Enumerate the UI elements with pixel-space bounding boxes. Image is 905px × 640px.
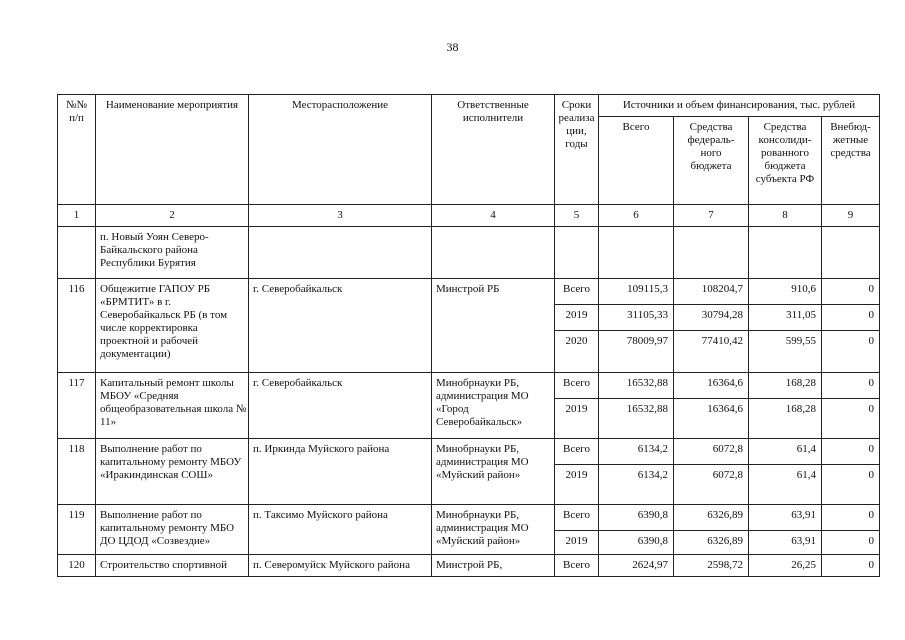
row-extra: 0 <box>822 305 880 331</box>
row-total: 16532,88 <box>599 373 674 399</box>
row-period: Всего <box>555 555 599 577</box>
row-regional: 26,25 <box>749 555 822 577</box>
row-location: п. Иркинда Муйского района <box>249 439 432 505</box>
row-name: Выполнение работ по капитальному ремонту МБОУ «Иракиндинская СОШ» <box>96 439 249 505</box>
row-total: 6134,2 <box>599 439 674 465</box>
row-regional: 599,55 <box>749 331 822 373</box>
header-regional: Средства консолиди- рованного бюджета субъекта РФ <box>749 117 822 205</box>
row-name: Строительство спортивной <box>96 555 249 577</box>
row-federal: 6072,8 <box>674 439 749 465</box>
table-body <box>58 227 880 577</box>
row-extra: 0 <box>822 279 880 305</box>
row-regional: 61,4 <box>749 439 822 465</box>
header-location: Месторасположение <box>249 95 432 205</box>
row-regional: 63,91 <box>749 531 822 555</box>
row-total: 78009,97 <box>599 331 674 373</box>
table-row <box>58 279 880 305</box>
row-responsible: Минстрой РБ <box>432 279 555 373</box>
row-responsible: Минобрнауки РБ, администрация МО «Город Северобайкальск» <box>432 373 555 439</box>
header-terms: Сроки реализа ции, годы <box>555 95 599 205</box>
col-number: 6 <box>599 205 674 227</box>
row-num: 117 <box>58 373 96 439</box>
col-number: 9 <box>822 205 880 227</box>
col-number: 4 <box>432 205 555 227</box>
row-period: Всего <box>555 505 599 531</box>
row-num: 116 <box>58 279 96 373</box>
row-regional: 910,6 <box>749 279 822 305</box>
row-federal: 108204,7 <box>674 279 749 305</box>
col-number: 5 <box>555 205 599 227</box>
row-federal: 16364,6 <box>674 399 749 439</box>
row-extra: 0 <box>822 331 880 373</box>
table-row <box>58 505 880 531</box>
row-name: п. Новый Уоян Северо-Байкальского района Республики Бурятия <box>96 227 249 279</box>
col-number: 2 <box>96 205 249 227</box>
row-federal: 16364,6 <box>674 373 749 399</box>
header-extra: Внебюд- жетные средства <box>822 117 880 205</box>
row-responsible: Минобрнауки РБ, администрация МО «Муйский район» <box>432 439 555 505</box>
row-extra: 0 <box>822 465 880 505</box>
row-total: 109115,3 <box>599 279 674 305</box>
row-total: 16532,88 <box>599 399 674 439</box>
row-extra: 0 <box>822 439 880 465</box>
row-name: Капитальный ремонт школы МБОУ «Средняя общеобразовательная школа № 11» <box>96 373 249 439</box>
row-extra: 0 <box>822 399 880 439</box>
row-federal: 30794,28 <box>674 305 749 331</box>
row-period: Всего <box>555 439 599 465</box>
row-period: 2019 <box>555 531 599 555</box>
row-regional: 168,28 <box>749 373 822 399</box>
row-federal: 6326,89 <box>674 531 749 555</box>
header-sources: Источники и объем финансирования, тыс. рублей <box>599 95 880 117</box>
row-extra: 0 <box>822 555 880 577</box>
row-total: 31105,33 <box>599 305 674 331</box>
row-location: п. Северомуйск Муйского района <box>249 555 432 577</box>
col-number: 8 <box>749 205 822 227</box>
row-regional: 63,91 <box>749 505 822 531</box>
row-location: г. Северобайкальск <box>249 279 432 373</box>
table-row <box>58 439 880 465</box>
row-period: 2019 <box>555 399 599 439</box>
row-extra: 0 <box>822 531 880 555</box>
row-federal: 2598,72 <box>674 555 749 577</box>
header-federal: Средства федераль- ного бюджета <box>674 117 749 205</box>
row-period: 2019 <box>555 465 599 505</box>
header-name: Наименование мероприятия <box>96 95 249 205</box>
row-federal: 6326,89 <box>674 505 749 531</box>
financing-table <box>57 94 880 577</box>
row-period: 2020 <box>555 331 599 373</box>
table-row <box>58 373 880 399</box>
table-row <box>58 555 880 577</box>
row-extra: 0 <box>822 505 880 531</box>
col-number: 3 <box>249 205 432 227</box>
row-total: 2624,97 <box>599 555 674 577</box>
row-regional: 61,4 <box>749 465 822 505</box>
row-name: Выполнение работ по капитальному ремонту МБО ДО ЦДОД «Созвездие» <box>96 505 249 555</box>
row-total: 6134,2 <box>599 465 674 505</box>
row-responsible: Минстрой РБ, <box>432 555 555 577</box>
row-location: п. Таксимо Муйского района <box>249 505 432 555</box>
row-period: Всего <box>555 279 599 305</box>
header-responsible: Ответственные исполнители <box>432 95 555 205</box>
row-responsible: Минобрнауки РБ, администрация МО «Муйский район» <box>432 505 555 555</box>
row-period: 2019 <box>555 305 599 331</box>
row-num: 120 <box>58 555 96 577</box>
table-header <box>58 95 880 227</box>
header-num: №№ п/п <box>58 95 96 205</box>
row-location: г. Северобайкальск <box>249 373 432 439</box>
row-federal: 77410,42 <box>674 331 749 373</box>
table-row <box>58 227 880 279</box>
row-extra: 0 <box>822 373 880 399</box>
header-total: Всего <box>599 117 674 205</box>
page-number: 38 <box>446 40 459 54</box>
row-federal: 6072,8 <box>674 465 749 505</box>
col-number: 1 <box>58 205 96 227</box>
row-name: Общежитие ГАПОУ РБ «БРМТИТ» в г. Северобайкальск РБ (в том числе корректировка проектной и рабочей документации) <box>96 279 249 373</box>
row-regional: 311,05 <box>749 305 822 331</box>
row-num: 118 <box>58 439 96 505</box>
col-number: 7 <box>674 205 749 227</box>
row-period: Всего <box>555 373 599 399</box>
row-num: 119 <box>58 505 96 555</box>
row-total: 6390,8 <box>599 531 674 555</box>
row-total: 6390,8 <box>599 505 674 531</box>
row-regional: 168,28 <box>749 399 822 439</box>
